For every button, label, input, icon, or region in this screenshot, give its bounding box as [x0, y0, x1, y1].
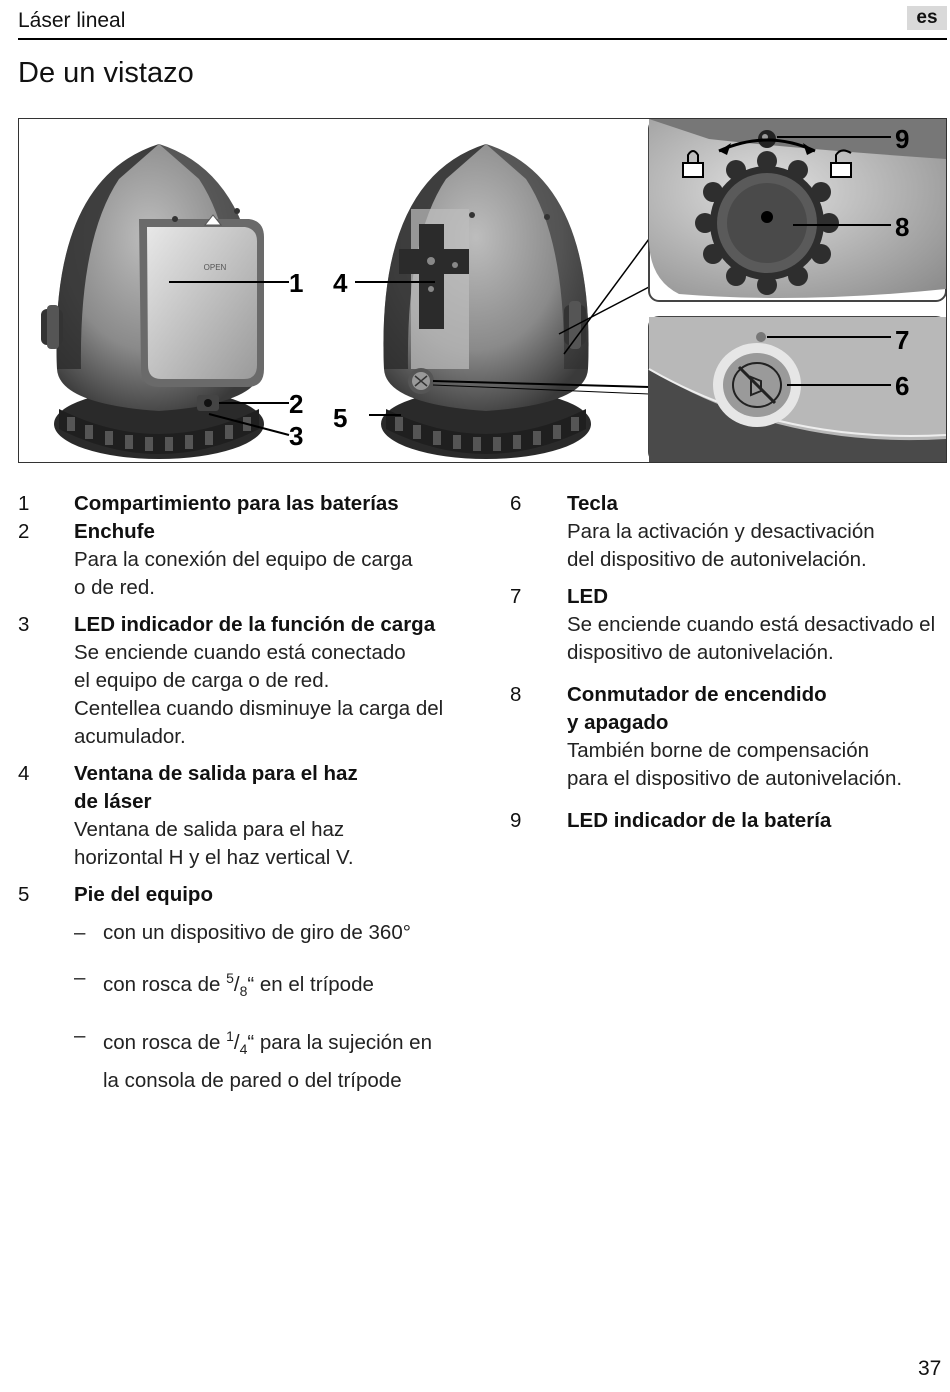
item-description-line: dispositivo de autonivelación. — [567, 641, 834, 664]
item-title: Ventana de salida para el haz — [74, 762, 358, 785]
fraction-numerator: 5 — [226, 970, 234, 986]
item-number: 8 — [510, 683, 522, 706]
item-number: 5 — [18, 883, 30, 906]
callout-5: 5 — [333, 403, 348, 433]
item-description-line: Ventana de salida para el haz — [74, 818, 345, 841]
bullet-text: con rosca de — [103, 972, 227, 996]
bullet-dash: – — [74, 921, 86, 944]
legend-item-5 — [18, 881, 488, 1097]
callout-9: 9 — [895, 124, 910, 154]
item-number: 3 — [18, 613, 30, 636]
item-title: Tecla — [567, 492, 618, 515]
item-description-line: Se enciende cuando está conectado — [74, 641, 406, 664]
item-description-line: para el dispositivo de autonivelación. — [567, 767, 903, 790]
language-badge: es — [907, 6, 947, 30]
bullet-item — [74, 917, 488, 949]
callout-4: 4 — [333, 268, 348, 298]
bullet-dash: – — [74, 1023, 86, 1047]
legend-right-column — [510, 490, 950, 844]
fraction-denominator: 4 — [239, 1040, 248, 1057]
item-description-line: o de red. — [74, 576, 155, 599]
legend-item-2 — [18, 518, 488, 602]
item-title: y apagado — [567, 711, 669, 734]
callout-3: 3 — [289, 421, 304, 451]
fraction-denominator: 8 — [239, 982, 248, 999]
item-description-line: Se enciende cuando está desactivado el — [567, 613, 936, 636]
legend-left-column — [18, 490, 488, 1110]
item-title: LED — [567, 585, 608, 608]
device-side-view — [355, 144, 649, 459]
item-number: 7 — [510, 585, 522, 608]
item-number: 4 — [18, 762, 30, 785]
legend-item-6 — [510, 490, 950, 574]
page-number: 37 — [918, 1357, 942, 1380]
callout-1: 1 — [289, 268, 304, 298]
bullet-text: con un dispositivo de giro de 360° — [103, 921, 411, 944]
bullet-text: con rosca de — [103, 1030, 227, 1054]
callout-2: 2 — [289, 389, 304, 419]
item-title: Conmutador de encendido — [567, 683, 827, 706]
device-front-view — [41, 144, 289, 459]
item-description-line: Para la conexión del equipo de carga — [74, 548, 413, 571]
bullet-item — [74, 1020, 488, 1097]
item-description-line: Centellea cuando disminuye la carga del — [74, 697, 444, 720]
bullet-text: “ en el trípode — [247, 972, 374, 996]
callout-7: 7 — [895, 325, 910, 355]
item-description-line: horizontal H y el haz vertical V. — [74, 846, 354, 869]
bullet-text: “ para la sujeción en — [247, 1030, 432, 1054]
section-title: De un vistazo — [18, 57, 194, 89]
item-number: 6 — [510, 492, 522, 515]
item-description-line: del dispositivo de autonivelación. — [567, 548, 867, 571]
item-description-line: acumulador. — [74, 725, 186, 748]
laser-device-illustration — [19, 119, 946, 462]
header-rule — [18, 38, 947, 40]
header-title: Láser lineal — [18, 9, 126, 32]
item-title: Compartimiento para las baterías — [74, 492, 399, 515]
legend-item-4 — [18, 760, 488, 872]
item-description-line: el equipo de carga o de red. — [74, 669, 330, 692]
callout-8: 8 — [895, 212, 910, 242]
item-title: LED indicador de la batería — [567, 809, 832, 832]
fraction-numerator: 1 — [226, 1027, 234, 1044]
item-number: 9 — [510, 809, 522, 832]
open-label: OPEN — [203, 263, 227, 272]
legend-item-7 — [510, 583, 950, 667]
item-title: Enchufe — [74, 520, 155, 543]
item-number: 2 — [18, 520, 30, 543]
legend-item-3 — [18, 611, 488, 751]
callout-6: 6 — [895, 371, 910, 401]
product-overview-figure — [18, 118, 947, 463]
item-number: 1 — [18, 492, 30, 515]
fraction-slash: / — [233, 1030, 240, 1054]
item-description-line: Para la activación y desactivación — [567, 520, 875, 543]
legend-item-9 — [510, 807, 950, 835]
item-title: Pie del equipo — [74, 883, 213, 906]
legend-item-1 — [18, 490, 488, 518]
bullet-dash: – — [74, 966, 86, 989]
bullet-text: la consola de pared o del trípode — [103, 1068, 402, 1092]
item-description-line: También borne de compensación — [567, 739, 869, 762]
bullet-item — [74, 962, 488, 1007]
item-title: LED indicador de la función de carga — [74, 613, 436, 636]
legend-item-8 — [510, 681, 950, 793]
fraction-slash: / — [233, 972, 240, 996]
item-title: de láser — [74, 790, 152, 813]
